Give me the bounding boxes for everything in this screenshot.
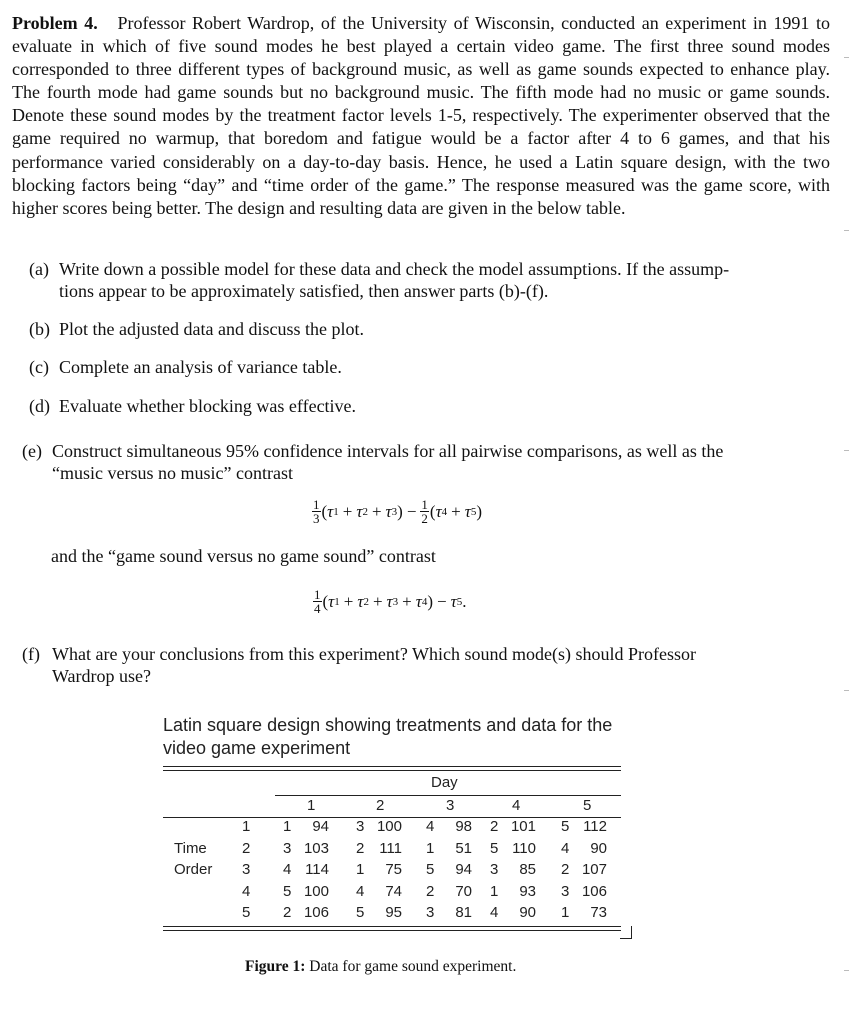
game-score: 100 — [376, 818, 402, 835]
margin-tick — [844, 690, 849, 691]
time-order-number: 1 — [242, 818, 251, 835]
game-score: 85 — [519, 861, 536, 879]
margin-tick — [844, 450, 849, 451]
game-score: 112 — [583, 818, 607, 835]
game-score: 75 — [385, 861, 402, 879]
figure-caption — [245, 958, 516, 976]
problem-text: Professor Robert Wardrop, of the University of Wisconsin, conducted an experiment in 1991 to evaluate in which of five sound modes he best played a certain video game. The first three sound modes corresponded to three different types of background music, as well as game sounds expected to enhance play. The fourth mode had game sounds but no background music. The fifth mode had no music or game sounds. Denote these sound modes by the treatment factor levels 1-5, respectively. The experimenter observed that the game required no warmup, that boredom and fatigue would be a factor after 4 to 6 games, and that his performance varied considerably on a day-to-day basis. Hence, he used a Latin square design, with the two blocking factors being “day” and “time order of the game.” The response measured was the game score, with higher scores being better. The design and resulting data are given in the below table. — [12, 13, 830, 218]
time-order-number: 3 — [242, 861, 251, 879]
row-label-time: Time — [174, 840, 207, 857]
treatment-level: 5 — [426, 861, 435, 879]
part-c — [29, 356, 342, 378]
treatment-level: 1 — [426, 839, 435, 857]
part-e-between: and the “game sound versus no game sound” contrast — [51, 546, 436, 566]
part-a-label: (a) — [29, 259, 49, 279]
part-c-label: (c) — [29, 357, 49, 377]
figure-label: Figure 1: — [245, 958, 306, 975]
time-order-number: 4 — [242, 882, 251, 900]
game-score: 106 — [581, 882, 607, 900]
day-header: Day — [431, 774, 458, 791]
game-score: 90 — [519, 904, 536, 922]
part-b — [29, 318, 364, 340]
problem-heading: Problem 4. — [12, 13, 98, 33]
day-number: 2 — [376, 797, 385, 814]
game-score: 98 — [455, 818, 472, 835]
day-number: 3 — [446, 797, 455, 814]
part-d-label: (d) — [29, 396, 50, 416]
part-c-text: Complete an analysis of variance table. — [59, 357, 342, 377]
game-score: 114 — [305, 861, 329, 879]
table-caption: Latin square design showing treatments and data for the video game experiment — [163, 715, 613, 758]
treatment-level: 2 — [283, 904, 292, 922]
part-a-line2: tions appear to be approximately satisfied, then answer parts (b)-(f). — [59, 281, 549, 301]
treatment-level: 3 — [426, 904, 435, 922]
treatment-level: 5 — [490, 839, 499, 857]
treatment-level: 4 — [561, 839, 570, 857]
treatment-level: 1 — [490, 882, 499, 900]
game-score: 93 — [519, 882, 536, 900]
game-score: 81 — [455, 904, 472, 922]
game-score: 74 — [385, 882, 402, 900]
part-b-text: Plot the adjusted data and discuss the plot. — [59, 319, 364, 339]
part-e-line2: “music versus no music” contrast — [52, 463, 293, 483]
treatment-level: 3 — [561, 882, 570, 900]
game-score: 103 — [303, 839, 329, 857]
game-score: 70 — [455, 882, 472, 900]
game-score: 94 — [312, 818, 329, 835]
game-score: 95 — [385, 904, 402, 922]
part-a — [29, 258, 829, 302]
music-contrast-formula: $\frac{1}{3}$ ( τ 1 + τ 2 + τ 3 ) − $\frac{1}{2}$ ( τ 4 + τ 5 ) — [313, 497, 483, 526]
part-e-label: (e) — [22, 441, 42, 461]
treatment-level: 1 — [283, 818, 292, 835]
table-top-rule — [163, 766, 621, 767]
margin-tick — [844, 57, 849, 58]
game-score: 110 — [512, 839, 536, 857]
part-b-label: (b) — [29, 319, 50, 339]
day-underline — [275, 795, 621, 796]
part-e-line1: Construct simultaneous 95% confidence intervals for all pairwise comparisons, as well as the — [52, 441, 724, 461]
treatment-level: 5 — [561, 818, 570, 835]
treatment-level: 4 — [490, 904, 499, 922]
game-score: 51 — [455, 839, 472, 857]
treatment-level: 1 — [561, 904, 570, 922]
treatment-level: 3 — [490, 861, 499, 879]
time-order-number: 2 — [242, 839, 251, 857]
treatment-level: 4 — [283, 861, 292, 879]
corner-mark — [620, 926, 632, 939]
part-f-line1: What are your conclusions from this experiment? Which sound mode(s) should Professor — [52, 644, 697, 664]
game-score: 106 — [303, 904, 329, 922]
row-label-order: Order — [174, 861, 213, 878]
problem-statement — [12, 12, 830, 220]
treatment-level: 2 — [490, 818, 499, 835]
game-score: 111 — [379, 839, 402, 857]
day-number: 5 — [583, 797, 592, 814]
game-score: 100 — [303, 882, 329, 900]
part-a-line1: Write down a possible model for these data and check the model assumptions. If the assump- — [59, 259, 730, 279]
treatment-level: 1 — [356, 861, 365, 879]
table-bottom-rule — [163, 926, 621, 927]
treatment-level: 2 — [356, 839, 365, 857]
day-number: 4 — [512, 797, 521, 814]
game-score: 101 — [510, 818, 536, 835]
treatment-level: 5 — [356, 904, 365, 922]
sound-contrast-formula: $\frac{1}{4}$ ( τ 1 + τ 2 + τ 3 + τ 4 ) − τ 5 . — [314, 587, 467, 616]
game-score: 94 — [455, 861, 472, 879]
game-score: 107 — [581, 861, 607, 879]
part-e — [22, 440, 822, 484]
figure-text: Data for game sound experiment. — [309, 958, 517, 975]
treatment-level: 2 — [426, 882, 435, 900]
table-bottom-rule-2 — [163, 930, 621, 931]
part-d — [29, 395, 356, 417]
treatment-level: 5 — [283, 882, 292, 900]
game-score: 90 — [590, 839, 607, 857]
margin-tick — [844, 970, 849, 971]
time-order-number: 5 — [242, 904, 251, 922]
part-f-label: (f) — [22, 644, 40, 664]
part-f — [22, 643, 822, 687]
treatment-level: 2 — [561, 861, 570, 879]
day-number: 1 — [307, 797, 316, 814]
latin-square-table — [163, 764, 621, 934]
treatment-level: 3 — [356, 818, 365, 835]
treatment-level: 4 — [356, 882, 365, 900]
treatment-level: 3 — [283, 839, 292, 857]
part-d-text: Evaluate whether blocking was effective. — [59, 396, 357, 416]
table-top-rule-2 — [163, 770, 621, 771]
margin-tick — [844, 230, 849, 231]
treatment-level: 4 — [426, 818, 435, 835]
part-f-line2: Wardrop use? — [52, 666, 152, 686]
game-score: 73 — [590, 904, 607, 922]
